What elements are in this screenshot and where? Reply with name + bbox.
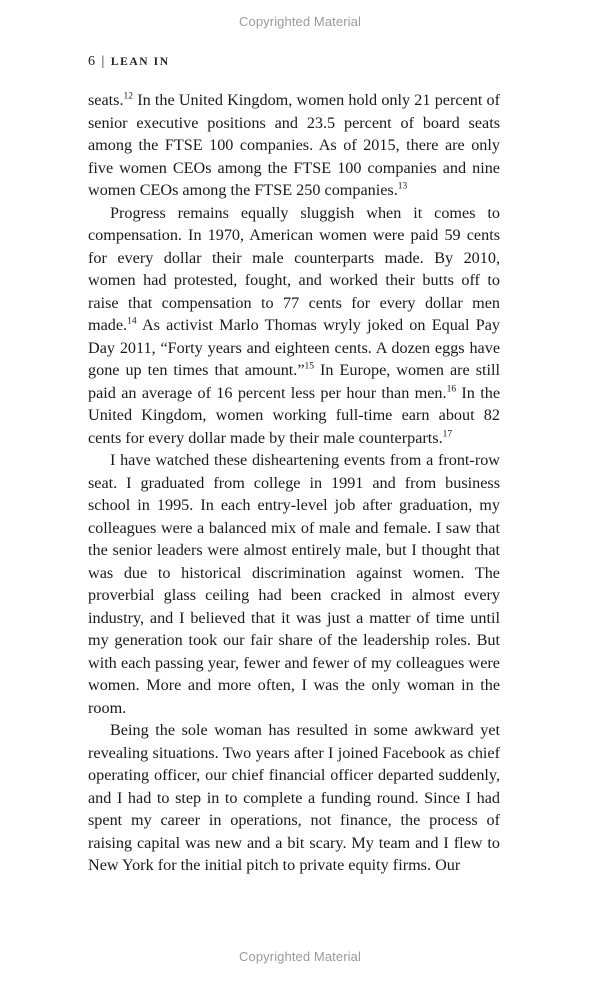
- text-segment: seats.: [88, 91, 124, 109]
- footnote-ref: 13: [397, 181, 408, 192]
- paragraph: [88, 719, 500, 877]
- text-segment: In the United Kingdom, women hold only 21 percent of senior executive positions and 23.5 percent of board seats among the FTSE 100 companies. As of 2015, there are only five women CEOs among the FTSE 100 companies and nine women CEOs among the FTSE 250 companies.: [88, 91, 500, 199]
- footnote-ref: 15: [304, 361, 315, 372]
- text-segment: Being the sole woman has resulted in some awkward yet revealing situations. Two years after I joined Facebook as chief operating officer, our chief financial officer departed suddenly, and I had to step in to complete a funding round. Since I had spent my career in operations, not finance, the process of raising capital was new and a bit scary. My team and I flew to New York for the initial pitch to private equity firms. Our: [88, 721, 500, 874]
- book-title: LEAN IN: [110, 56, 170, 68]
- footnote-ref: 14: [127, 316, 137, 327]
- footnote-ref: 16: [446, 384, 457, 395]
- running-head: [88, 54, 170, 70]
- paragraph: [88, 202, 500, 450]
- watermark-top: Copyrighted Material: [239, 14, 361, 29]
- text-segment: Progress remains equally sluggish when it comes to compensation. In 1970, American women were paid 59 cents for every dollar their male counterparts made. By 2010, women had protested, fought, and worked their butts off to raise that compensation to 77 cents for every dollar men made.: [88, 203, 500, 334]
- watermark-bottom: Copyrighted Material: [239, 949, 361, 964]
- footnote-ref: 17: [442, 429, 453, 440]
- text-segment: In Europe, women are still paid an average of 16 percent less per hour than men.: [88, 361, 501, 402]
- paragraph: [88, 89, 500, 202]
- paragraph: [88, 449, 500, 719]
- text-segment: I have watched these disheartening events from a front-row seat. I graduated from college in 1991 and from business school in 1995. In each entry-level job after graduation, my colleagues were a balanced mix of male and female. I saw that the senior leaders were almost entirely male, but I thought that was due to historical discrimination against women. The proverbial glass ceiling had been cracked in almost every industry, and I believed that it was just a matter of time until my generation took our fair share of the leadership roles. But with each passing year, fewer and fewer of my colleagues were women. More and more often, I was the only woman in the room.: [88, 451, 500, 717]
- body-text: [88, 89, 500, 877]
- page-number: 6: [88, 54, 96, 69]
- footnote-ref: 12: [123, 91, 134, 102]
- text-segment: As activist Marlo Thomas wryly joked on Equal Pay Day 2011, “Forty years and eighteen cents. A dozen eggs have gone up ten times that amount.”: [88, 316, 500, 379]
- text-segment: In the United Kingdom, women working full-time earn about 82 cents for every dollar made by their male counterparts.: [88, 383, 500, 447]
- header-separator: |: [101, 54, 105, 69]
